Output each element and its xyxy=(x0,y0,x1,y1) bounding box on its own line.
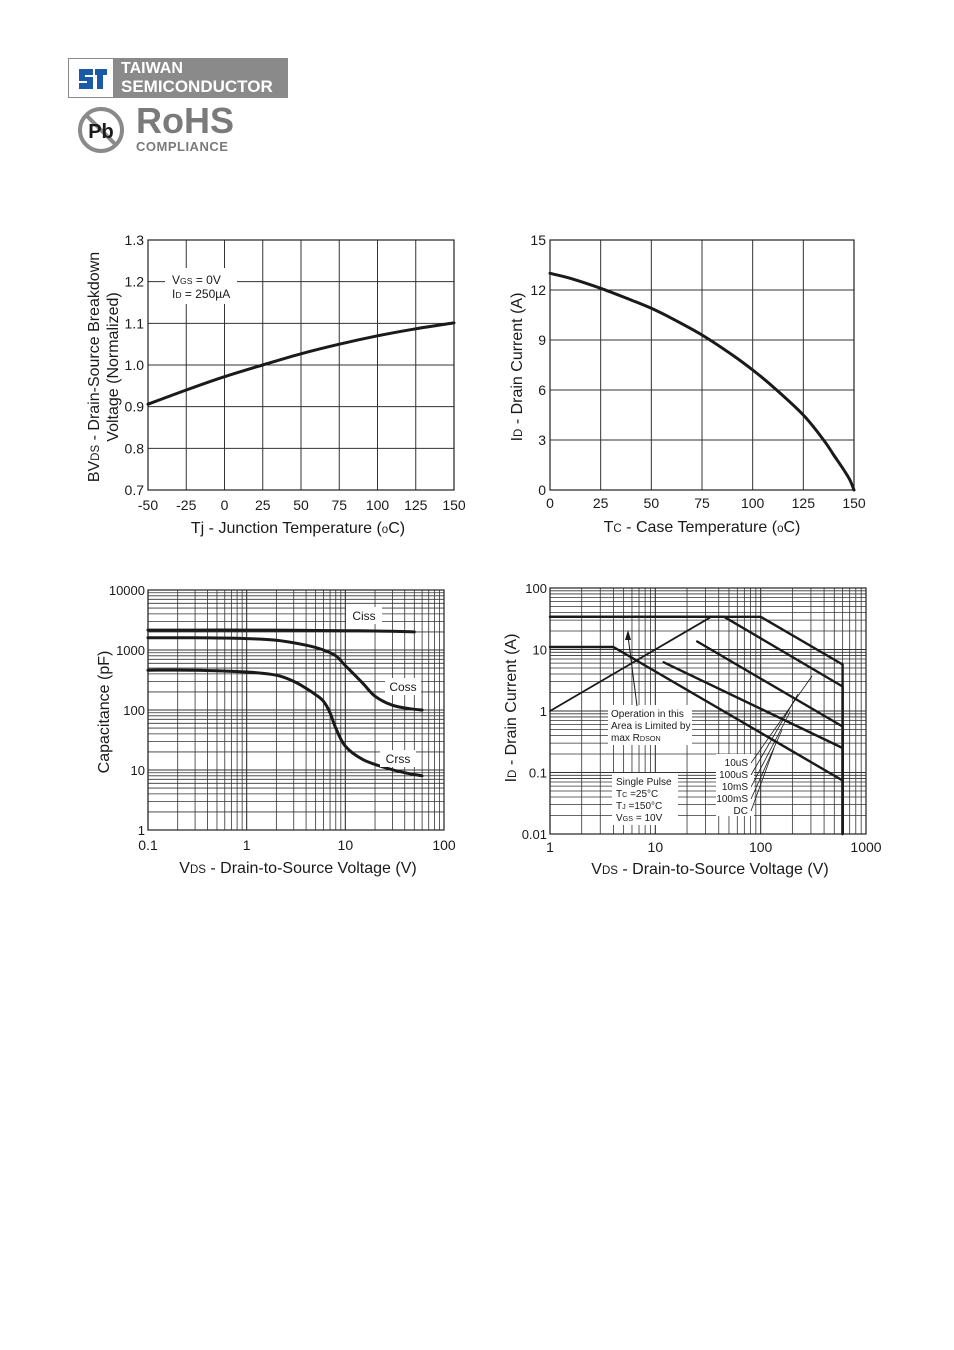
rohs-subtitle: COMPLIANCE xyxy=(136,139,229,154)
x-tick-label: 10 xyxy=(647,839,664,855)
y-tick-label: 0.1 xyxy=(528,765,547,781)
y-axis-label xyxy=(86,252,122,482)
y-tick-label: 10 xyxy=(130,763,145,778)
pulse-leader-line xyxy=(751,712,790,787)
x-tick-label: 100 xyxy=(432,837,456,853)
y-axis-label-line2: Voltage (Normalized) xyxy=(105,292,122,442)
x-tick-label: 0.1 xyxy=(138,837,158,853)
x-tick-label: 1 xyxy=(546,839,554,855)
annotation-tj: TJ =150°C xyxy=(616,801,663,812)
y-tick-label: 9 xyxy=(538,332,546,348)
y-axis-label xyxy=(96,651,113,774)
y-tick-label: 1.3 xyxy=(124,232,144,248)
chart-bvdss-vs-tj xyxy=(86,232,466,537)
x-tick-label: 150 xyxy=(442,497,466,513)
y-axis-label-text: ID - Drain Current (A) xyxy=(503,633,520,783)
annotation-vgs: VGS = 10V xyxy=(616,813,663,824)
series-label-coss: Coss xyxy=(389,680,417,694)
x-tick-label: 125 xyxy=(791,495,816,511)
y-tick-label: 0.01 xyxy=(521,827,547,842)
x-tick-label: 25 xyxy=(254,497,271,513)
pulse-leader-line xyxy=(751,694,798,775)
annotation-id: ID = 250µA xyxy=(172,287,231,301)
y-tick-label: 1.0 xyxy=(124,357,144,373)
x-axis-label: VDS - Drain-to-Source Voltage (V) xyxy=(179,860,417,877)
series-label-crss: Crss xyxy=(385,752,411,766)
y-axis-label-text: ID - Drain Current (A) xyxy=(509,292,526,442)
x-tick-label: 10 xyxy=(337,837,354,853)
y-tick-label: 1 xyxy=(137,823,145,838)
annotation-arrow-head xyxy=(625,630,631,640)
series-line-dc xyxy=(550,647,843,834)
x-tick-label: 0 xyxy=(220,497,229,513)
y-tick-label: 0.9 xyxy=(124,398,144,415)
annotation-arrow-line xyxy=(628,636,637,706)
pb-text: Pb xyxy=(88,121,114,143)
y-tick-label: 0 xyxy=(538,482,546,498)
brand-line1: TAIWAN xyxy=(121,60,183,77)
x-tick-label: 75 xyxy=(694,495,710,511)
x-tick-label: 150 xyxy=(842,495,866,511)
x-tick-label: 50 xyxy=(293,497,309,513)
y-tick-label: 1 xyxy=(539,704,547,719)
y-tick-label: 1.1 xyxy=(124,315,144,332)
y-tick-label: 100 xyxy=(525,581,547,596)
annotation-rdson-line1: Operation in this xyxy=(611,709,684,720)
annotation-rdson-line3: max RDSON xyxy=(611,733,661,744)
y-tick-label: 6 xyxy=(538,382,546,398)
y-tick-label: 3 xyxy=(538,432,546,448)
pulse-label-dc: DC xyxy=(733,806,748,817)
x-tick-label: -50 xyxy=(137,497,159,513)
y-tick-label: 12 xyxy=(530,282,546,298)
x-tick-label: 1 xyxy=(242,837,251,853)
x-axis-label: Tj - Junction Temperature (oC) xyxy=(190,520,406,537)
x-tick-label: 1000 xyxy=(850,839,882,855)
annotation-pulse: Single Pulse xyxy=(616,777,672,788)
x-tick-label: 125 xyxy=(404,497,428,513)
y-tick-label: 1000 xyxy=(116,643,145,658)
chart-safe-operating-area xyxy=(503,581,882,878)
y-tick-label: 10000 xyxy=(108,583,145,598)
y-tick-label: 15 xyxy=(530,232,546,248)
x-tick-label: 25 xyxy=(592,495,609,511)
y-tick-label: 100 xyxy=(123,703,145,718)
series-label-ciss: Ciss xyxy=(352,609,376,623)
y-tick-label: 0.7 xyxy=(124,482,144,498)
pulse-label-100ms: 100mS xyxy=(716,794,748,805)
y-tick-label: 10 xyxy=(532,642,547,658)
x-tick-label: 0 xyxy=(546,495,554,511)
y-axis-label-text: Capacitance (pF) xyxy=(96,650,113,774)
chart-capacitance xyxy=(96,583,456,877)
y-axis-label xyxy=(503,634,520,783)
pulse-label-10us: 10uS xyxy=(724,758,748,769)
annotation-rdson-line2: Area is Limited by xyxy=(611,721,691,732)
brand-line2: SEMICONDUCTOR xyxy=(121,77,273,96)
y-tick-label: 1.2 xyxy=(124,273,144,290)
y-tick-label: 0.8 xyxy=(124,440,144,457)
rohs-title: RoHS xyxy=(136,100,234,141)
pulse-label-100us: 100uS xyxy=(719,770,748,781)
pulse-label-10ms: 10mS xyxy=(721,782,748,793)
x-tick-label: -25 xyxy=(176,497,197,513)
y-axis-label xyxy=(509,293,526,442)
chart-id-vs-tc xyxy=(509,232,866,536)
annotation-tc: TC =25°C xyxy=(616,789,659,800)
x-axis-label: TC - Case Temperature (oC) xyxy=(603,519,801,536)
y-axis-label-line1: BVDS - Drain-Source Breakdown xyxy=(86,251,103,483)
x-tick-label: 100 xyxy=(365,497,390,513)
x-tick-label: 50 xyxy=(643,495,660,511)
annotation-vgs: VGS = 0V xyxy=(172,273,221,287)
x-tick-label: 100 xyxy=(740,495,765,511)
x-axis-label: VDS - Drain-to-Source Voltage (V) xyxy=(591,861,829,878)
x-tick-label: 100 xyxy=(748,839,773,855)
x-tick-label: 75 xyxy=(331,497,348,513)
